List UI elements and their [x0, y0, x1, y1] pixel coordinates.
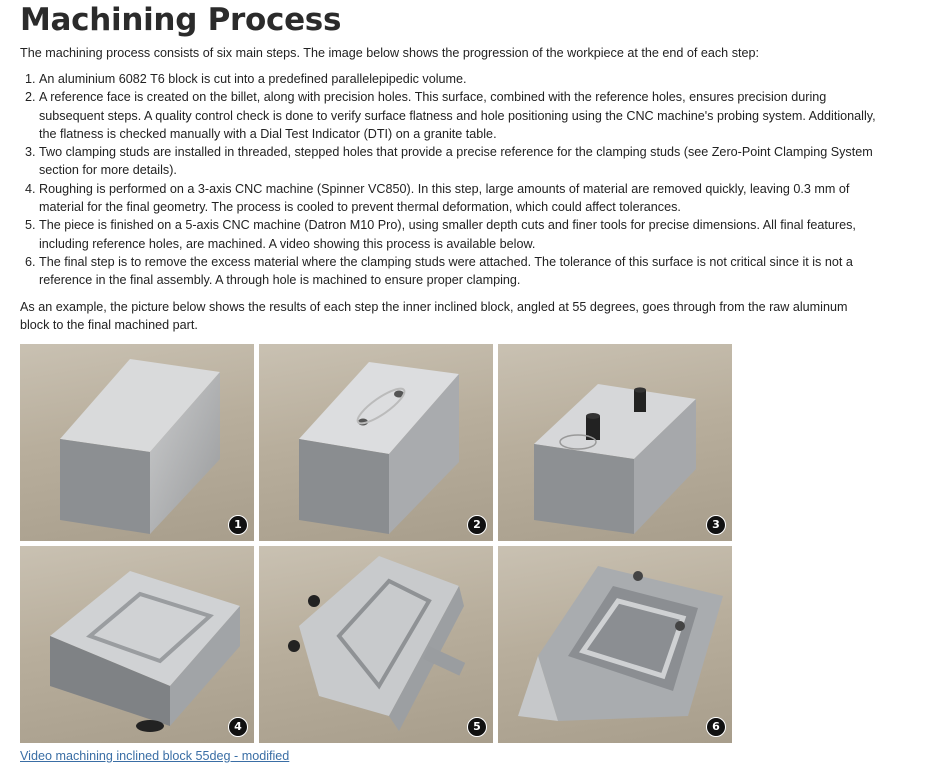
step-badge: 1: [228, 515, 248, 535]
step-item: 3. Two clamping studs are installed in threaded, stepped holes that provide a precise reference for the clamping studs (see Zero-Point Clamping System section for more details).: [39, 143, 879, 180]
example-paragraph: As an example, the picture below shows the results of each step the inner inclined block, angled at 55 degrees, goes through from the raw aluminum block to the final machined part.: [20, 299, 848, 332]
photo-grid: [20, 344, 732, 743]
step-badge: 5: [467, 717, 487, 737]
photo-step-4: [20, 546, 254, 743]
step-item: 6. The final step is to remove the excess material where the clamping studs were attached. The tolerance of this surface is not critical since it is not a reference in the final assembly. A through hole is machined to ensure proper clamping.: [39, 253, 879, 290]
video-link[interactable]: Video machining inclined block 55deg - modified: [20, 748, 290, 763]
step-badge: 3: [706, 515, 726, 535]
raw-block-illustration: [20, 344, 254, 541]
reference-face-illustration: [259, 344, 493, 541]
final-part-illustration: [498, 546, 732, 743]
step-badge: 4: [228, 717, 248, 737]
step-item: 1. An aluminium 6082 T6 block is cut into a predefined parallelepipedic volume.: [39, 70, 879, 88]
steps-list: [20, 70, 879, 290]
intro-paragraph: The machining process consists of six main steps. The image below shows the progression of the workpiece at the end of each step:: [20, 46, 759, 60]
photo-step-5: [259, 546, 493, 743]
page-title: Machining Process: [20, 2, 342, 38]
photo-step-6: [498, 546, 732, 743]
step-item: 5. The piece is finished on a 5-axis CNC machine (Datron M10 Pro), using smaller depth cuts and finer tools for precise dimensions. All final features, including reference holes, are machined. A video showing this process is available below.: [39, 216, 879, 253]
photo-step-1: [20, 344, 254, 541]
roughing-illustration: [20, 546, 254, 743]
photo-step-2: [259, 344, 493, 541]
step-item: 2. A reference face is created on the billet, along with precision holes. This surface, combined with the reference holes, ensures precision during subsequent steps. A quality control check is done to verify surface flatness and hole positioning using the CNC machine's probing system. Additionally, the flatness is checked manually with a Dial Test Indicator (DTI) on a granite table.: [39, 88, 879, 143]
step-item: 4. Roughing is performed on a 3-axis CNC machine (Spinner VC850). In this step, large amounts of material are removed quickly, leaving 0.3 mm of material for the final geometry. The process is cooled to prevent thermal deformation, which could affect tolerances.: [39, 180, 879, 217]
finishing-illustration: [259, 546, 493, 743]
photo-step-3: [498, 344, 732, 541]
step-badge: 6: [706, 717, 726, 737]
clamping-studs-illustration: [498, 344, 732, 541]
step-badge: 2: [467, 515, 487, 535]
